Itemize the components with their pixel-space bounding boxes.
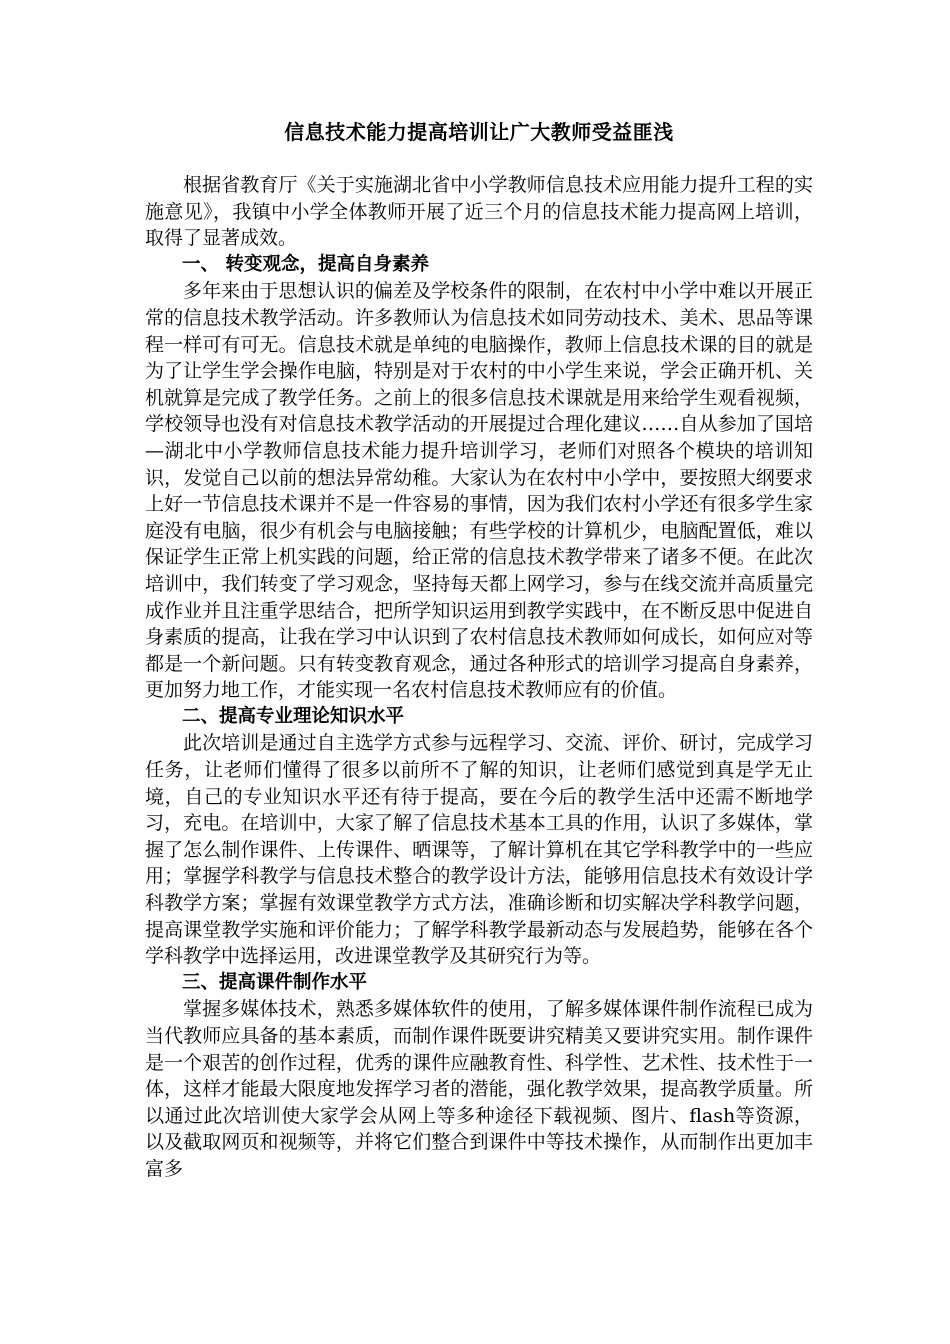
document-page bbox=[145, 118, 813, 1183]
document-title: 信息技术能力提高培训让广大教师受益匪浅 bbox=[284, 120, 674, 144]
section-2-body: 此次培训是通过自主选学方式参与远程学习、交流、评价、研讨，完成学习任务，让老师们懂得了很多以前所不了解的知识，让老师们感觉到真是学无止境，自己的专业知识水平还有待于提高，要在今后的教学生活中还需不断地学习，充电。在培训中，大家了解了信息技术基本工具的作用，认识了多媒体，掌握了怎么制作课件、上传课件、晒课等，了解计算机在其它学科教学中的一些应用；掌握学科教学与信息技术整合的教学设计方法，能够用信息技术有效设计学科教学方案；掌握有效课堂教学方式方法，准确诊断和切实解决学科教学问题，提高课堂教学实施和评价能力；了解学科教学最新动态与发展趋势，能够在各个学科教学中选择运用，改进课堂教学及其研究行为等。 bbox=[145, 732, 813, 968]
section-1-body: 多年来由于思想认识的偏差及学校条件的限制，在农村中小学中难以开展正常的信息技术教学活动。许多教师认为信息技术如同劳动技术、美术、思品等课程一样可有可无。信息技术就是单纯的电脑操作，教师上信息技术课的目的就是为了让学生学会操作电脑，特别是对于农村的中小学生来说，学会正确开机、关机就算是完成了教学任务。之前上的很多信息技术课就是用来给学生观看视频，学校领导也没有对信息技术教学活动的开展提过合理化建议……自从参加了国培—湖北中小学教师信息技术能力提升培训学习，老师们对照各个模块的培训知识，发觉自己以前的想法异常幼稚。大家认为在农村中小学中，要按照大纲要求上好一节信息技术课并不是一件容易的事情，因为我们农村小学还有很多学生家庭没有电脑，很少有机会与电脑接触；有些学校的计算机少，电脑配置低，难以保证学生正常上机实践的问题，给正常的信息技术教学带来了诸多不便。在此次培训中，我们转变了学习观念，坚持每天都上网学习，参与在线交流并高质量完成作业并且注重学思结合，把所学知识运用到教学实践中，在不断反思中促进自身素质的提高，让我在学习中认识到了农村信息技术教师如何成长，如何应对等都是一个新问题。只有转变教育观念，通过各种形式的培训学习提高自身素养，更加努力地工作，才能实现一名农村信息技术教师应有的价值。 bbox=[145, 280, 813, 702]
section-3-body: 掌握多媒体技术，熟悉多媒体软件的使用，了解多媒体课件制作流程已成为当代教师应具备的基本素质，而制作课件既要讲究精美又要讲究实用。制作课件是一个艰苦的创作过程，优秀的课件应融教育性、科学性、艺术性、技术性于一体，这样才能最大限度地发挥学习者的潜能，强化教学效果，提高教学质量。所以通过此次培训使大家学会从网上等多种途径下载视频、图片、flash等资源，以及截取网页和视频等，并将它们整合到课件中等技术操作，从而制作出更加丰富多 bbox=[145, 998, 813, 1180]
section-3-heading: 三、提高课件制作水平 bbox=[182, 971, 368, 993]
section-1-heading: 一、 转变观念，提高自身素养 bbox=[182, 253, 429, 275]
section-2-heading: 二、提高专业理论知识水平 bbox=[182, 705, 405, 727]
intro-paragraph: 根据省教育厅《关于实施湖北省中小学教师信息技术应用能力提升工程的实施意见》，我镇中小学全体教师开展了近三个月的信息技术能力提高网上培训，取得了显著成效。 bbox=[145, 174, 813, 250]
